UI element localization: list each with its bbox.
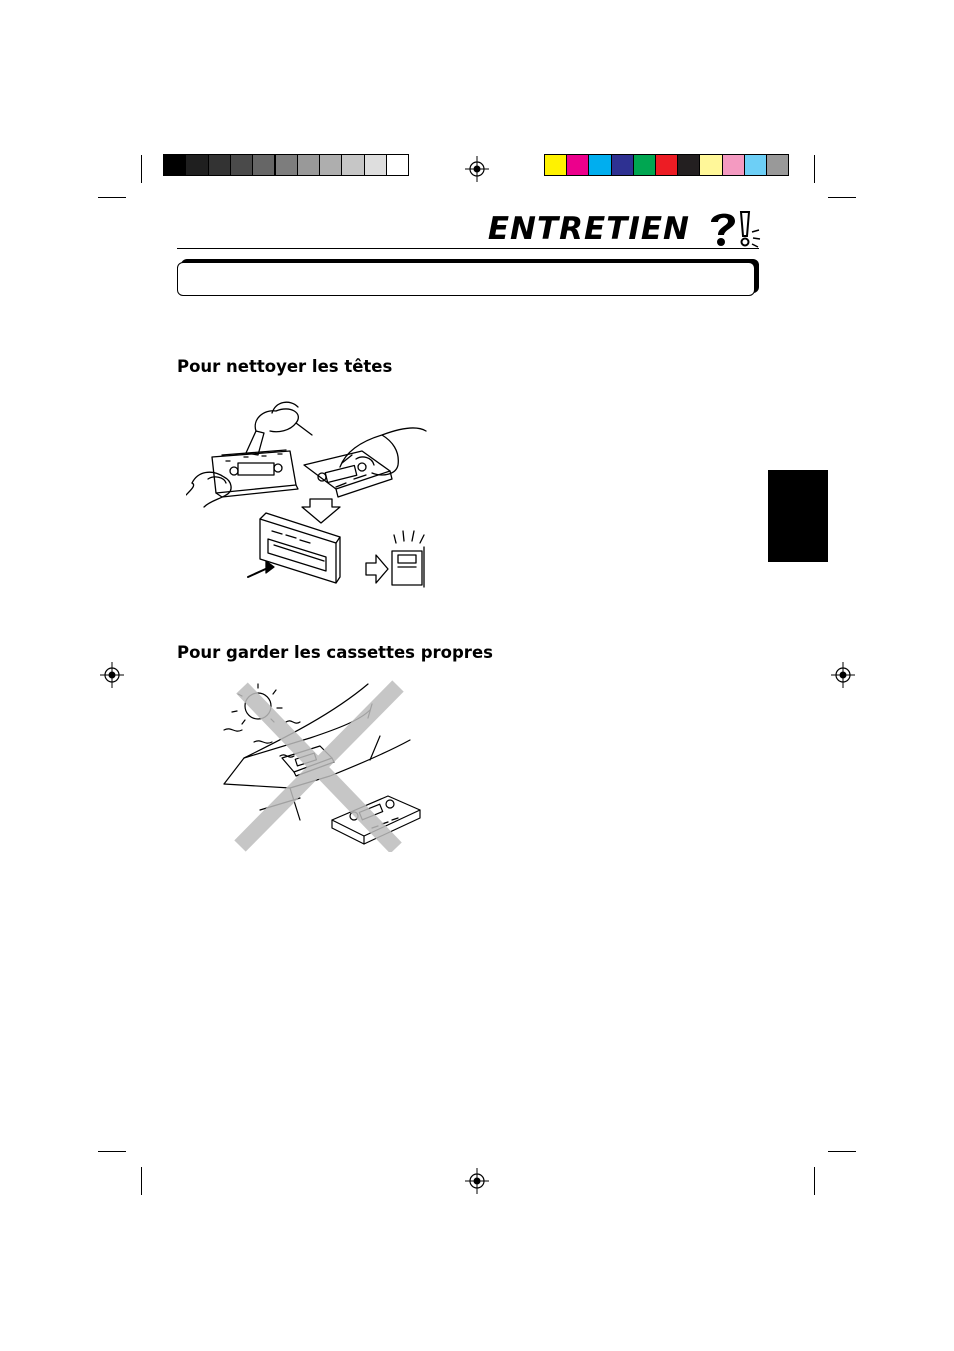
section-heading-head-cleaning: Pour nettoyer les têtes — [177, 357, 393, 376]
calibration-swatch — [766, 154, 789, 176]
calibration-swatch — [633, 154, 656, 176]
calibration-swatch — [185, 154, 208, 176]
calibration-swatch — [275, 154, 298, 176]
section-banner — [177, 262, 755, 296]
calibration-swatch — [252, 154, 275, 176]
crop-mark — [141, 1167, 142, 1195]
calibration-swatch — [677, 154, 700, 176]
registration-mark-icon — [465, 1168, 489, 1194]
registration-mark-icon — [831, 662, 855, 688]
calibration-swatch — [655, 154, 678, 176]
crop-mark — [814, 1167, 815, 1195]
crop-mark — [98, 1151, 126, 1152]
calibration-swatch — [744, 154, 767, 176]
calibration-swatch — [588, 154, 611, 176]
calibration-swatch — [319, 154, 342, 176]
registration-mark-icon — [100, 662, 124, 688]
page-title: ENTRETIEN — [487, 211, 690, 247]
calibration-swatch — [386, 154, 409, 176]
title-rule — [177, 248, 759, 249]
cassette-storage-illustration — [220, 680, 430, 852]
calibration-swatch — [566, 154, 589, 176]
language-tab — [768, 470, 828, 562]
calibration-swatch — [208, 154, 231, 176]
registration-mark-icon — [465, 156, 489, 182]
calibration-swatch — [699, 154, 722, 176]
calibration-swatch — [341, 154, 364, 176]
calibration-swatch — [163, 154, 186, 176]
calibration-swatch — [364, 154, 387, 176]
head-cleaning-illustration — [186, 395, 436, 590]
crop-mark — [814, 155, 815, 183]
calibration-swatch — [722, 154, 745, 176]
section-heading-keep-cassettes-clean: Pour garder les cassettes propres — [177, 643, 493, 662]
calibration-swatch — [544, 154, 567, 176]
question-exclamation-icon — [705, 208, 761, 248]
crop-mark — [828, 197, 856, 198]
calibration-swatch — [611, 154, 634, 176]
crop-mark — [828, 1151, 856, 1152]
crop-mark — [98, 197, 126, 198]
crop-mark — [141, 155, 142, 183]
calibration-swatch — [230, 154, 253, 176]
calibration-swatch — [297, 154, 320, 176]
